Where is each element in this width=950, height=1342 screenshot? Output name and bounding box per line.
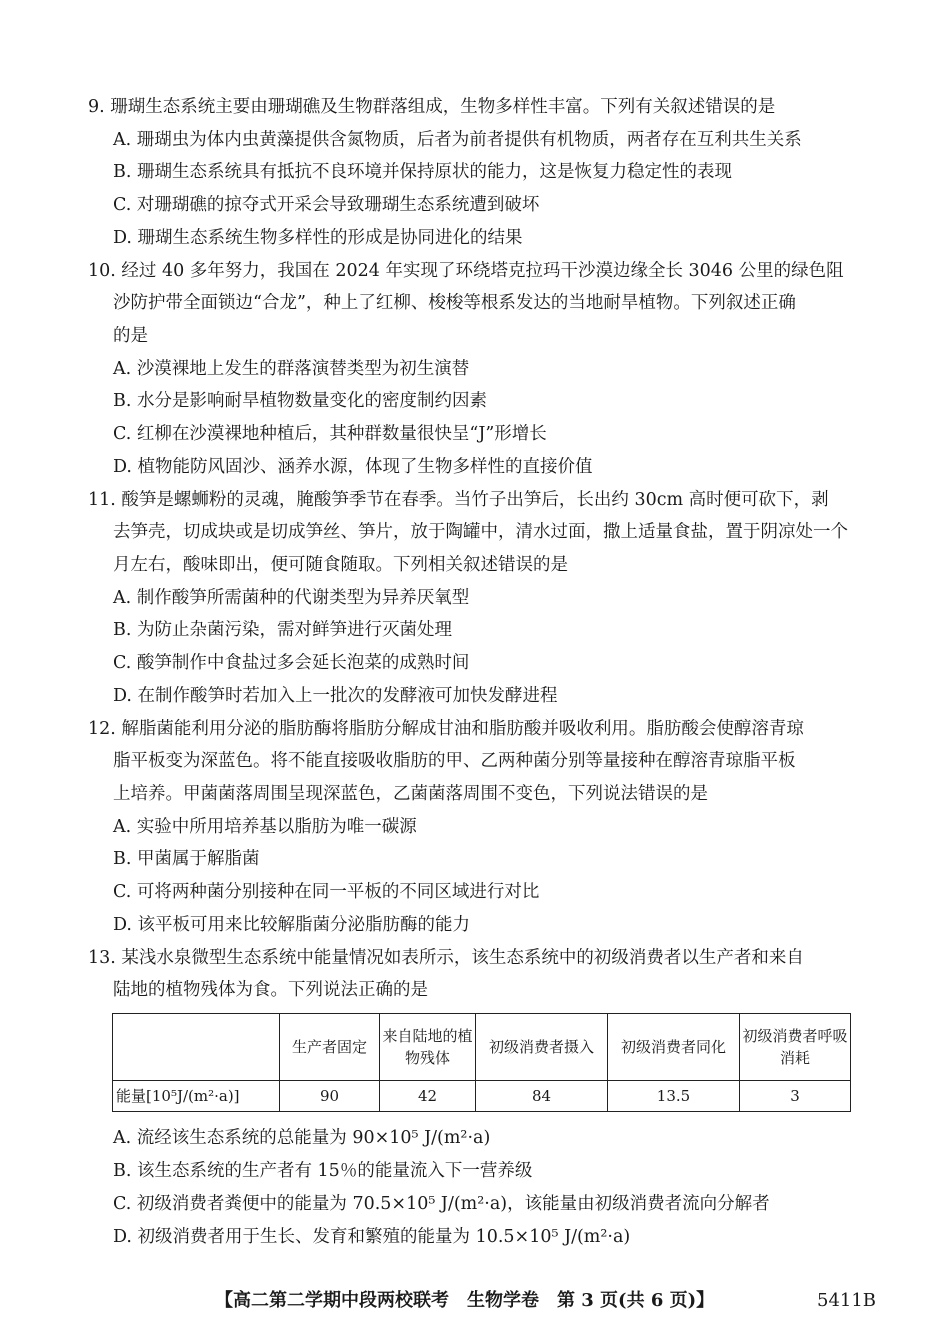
table-row-label: 能量[10⁵J/(m²·a)] bbox=[113, 1081, 280, 1112]
energy-table-data-row bbox=[113, 1081, 851, 1112]
q9-option-b: B. 珊瑚生态系统具有抵抗不良环境并保持原状的能力，这是恢复力稳定性的表现 bbox=[113, 162, 732, 182]
page-footer bbox=[215, 1288, 714, 1314]
table-cell: 3 bbox=[740, 1081, 851, 1112]
q9-option-a: A. 珊瑚虫为体内虫黄藻提供含氮物质，后者为前者提供有机物质，两者存在互利共生关系 bbox=[113, 130, 802, 150]
table-cell: 84 bbox=[476, 1081, 608, 1112]
table-header-cell: 初级消费者同化 bbox=[608, 1014, 740, 1081]
q10-option-c: C. 红柳在沙漠裸地种植后，其种群数量很快呈“J”形增长 bbox=[113, 424, 547, 444]
table-header-cell bbox=[113, 1014, 280, 1081]
table-cell: 13.5 bbox=[608, 1081, 740, 1112]
q13-option-a: A. 流经该生态系统的总能量为 90×10⁵ J/(m²·a) bbox=[113, 1128, 491, 1148]
q11-option-d: D. 在制作酸笋时若加入上一批次的发酵液可加快发酵进程 bbox=[113, 686, 558, 706]
energy-table bbox=[112, 1013, 851, 1112]
q11-option-c: C. 酸笋制作中食盐过多会延长泡菜的成熟时间 bbox=[113, 653, 470, 673]
q11-stem-line3: 月左右，酸味即出，便可随食随取。下列相关叙述错误的是 bbox=[113, 555, 568, 575]
table-header-cell: 初级消费者摄入 bbox=[476, 1014, 608, 1081]
q11-option-b: B. 为防止杂菌污染，需对鲜笋进行灭菌处理 bbox=[113, 620, 452, 640]
q11-stem-line2: 去笋壳，切成块或是切成笋丝、笋片，放于陶罐中，清水过面，撒上适量食盐，置于阴凉处一个 bbox=[113, 522, 848, 542]
footer-subject: 生物学卷 bbox=[467, 1290, 539, 1311]
table-header-cell: 来自陆地的植物残体 bbox=[380, 1014, 476, 1081]
energy-table-header-row bbox=[113, 1014, 851, 1081]
q10-option-d: D. 植物能防风固沙、涵养水源，体现了生物多样性的直接价值 bbox=[113, 457, 593, 477]
paper-code: 5411B bbox=[817, 1290, 877, 1311]
q12-option-a: A. 实验中所用培养基以脂肪为唯一碳源 bbox=[113, 817, 417, 837]
q10-stem-line1: 10. 经过 40 多年努力，我国在 2024 年实现了环绕塔克拉玛干沙漠边缘全长 3046 公里的绿色阻 bbox=[88, 261, 844, 281]
q10-stem-line3: 的是 bbox=[113, 326, 148, 346]
table-cell: 42 bbox=[380, 1081, 476, 1112]
q11-stem-line1: 11. 酸笋是螺蛳粉的灵魂，腌酸笋季节在春季。当竹子出笋后，长出约 30cm 高时便可砍下，剥 bbox=[88, 490, 829, 510]
q13-option-b: B. 该生态系统的生产者有 15％的能量流入下一营养级 bbox=[113, 1161, 533, 1181]
q12-stem-line1: 12. 解脂菌能利用分泌的脂肪酶将脂肪分解成甘油和脂肪酸并吸收利用。脂肪酸会使醇溶青琼 bbox=[88, 719, 804, 739]
q11-option-a: A. 制作酸笋所需菌种的代谢类型为异养厌氧型 bbox=[113, 588, 470, 608]
q13-stem-line1: 13. 某浅水泉微型生态系统中能量情况如表所示，该生态系统中的初级消费者以生产者和来自 bbox=[88, 948, 804, 968]
q13-option-d: D. 初级消费者用于生长、发育和繁殖的能量为 10.5×10⁵ J/(m²·a) bbox=[113, 1227, 631, 1247]
q12-stem-line3: 上培养。甲菌菌落周围呈现深蓝色，乙菌菌落周围不变色，下列说法错误的是 bbox=[113, 784, 708, 804]
q9-stem: 9. 珊瑚生态系统主要由珊瑚礁及生物群落组成，生物多样性丰富。下列有关叙述错误的是 bbox=[88, 97, 776, 117]
q12-option-b: B. 甲菌属于解脂菌 bbox=[113, 849, 260, 869]
table-header-cell: 初级消费者呼吸消耗 bbox=[740, 1014, 851, 1081]
q10-option-a: A. 沙漠裸地上发生的群落演替类型为初生演替 bbox=[113, 359, 470, 379]
q12-option-c: C. 可将两种菌分别接种在同一平板的不同区域进行对比 bbox=[113, 882, 540, 902]
q13-stem-line2: 陆地的植物残体为食。下列说法正确的是 bbox=[113, 980, 428, 1000]
q9-option-d: D. 珊瑚生态系统生物多样性的形成是协同进化的结果 bbox=[113, 228, 523, 248]
table-header-cell: 生产者固定 bbox=[280, 1014, 380, 1081]
q12-stem-line2: 脂平板变为深蓝色。将不能直接吸收脂肪的甲、乙两种菌分别等量接种在醇溶青琼脂平板 bbox=[113, 751, 796, 771]
footer-page-number: 第 3 页(共 6 页)】 bbox=[557, 1290, 715, 1311]
footer-exam-name: 【高二第二学期中段两校联考 bbox=[215, 1290, 449, 1311]
q10-option-b: B. 水分是影响耐旱植物数量变化的密度制约因素 bbox=[113, 391, 487, 411]
q13-option-c: C. 初级消费者粪便中的能量为 70.5×10⁵ J/(m²·a)，该能量由初级消费者流向分解者 bbox=[113, 1194, 770, 1214]
table-cell: 90 bbox=[280, 1081, 380, 1112]
q9-option-c: C. 对珊瑚礁的掠夺式开采会导致珊瑚生态系统遭到破坏 bbox=[113, 195, 540, 215]
q10-stem-line2: 沙防护带全面锁边“合龙”，种上了红柳、梭梭等根系发达的当地耐旱植物。下列叙述正确 bbox=[113, 293, 796, 313]
q12-option-d: D. 该平板可用来比较解脂菌分泌脂肪酶的能力 bbox=[113, 915, 471, 935]
